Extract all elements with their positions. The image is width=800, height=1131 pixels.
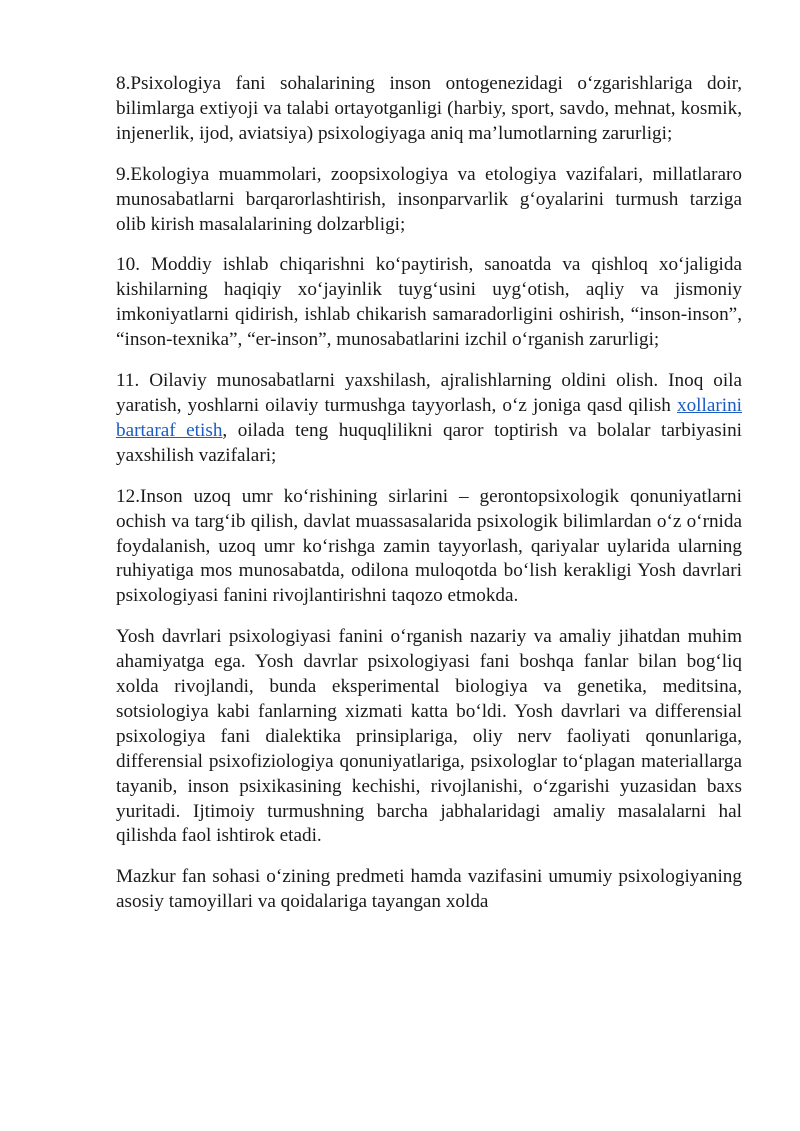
paragraph-item-8: 8.Psixologiya fani sohalarining inson ontogenezidagi o‘zgarishlariga doir, bilimlarga extiyoji va talabi ortayotganligi (harbiy, sport, savdo, mehnat, kosmik, injenerlik, ijod, aviatsiya) psixologiyaga aniq ma’lumotlarning zarurligi; <box>116 73 742 144</box>
inline-link[interactable]: xollarini bartaraf etish <box>116 394 742 441</box>
paragraph-item-9: 9.Ekologiya muammolari, zoopsixologiya va etologiya vazifalari, millatlararo munosabatlarni barqarorlashtirish, insonparvarlik g‘oyalarini turmush tarziga olib kirish masalalarining dolzarbligi; <box>116 163 742 235</box>
paragraph-item-11-text-after: , oilada teng huquqlilikni qaror toptirish va bolalar tarbiyasini yaxshilish vazifalari; <box>116 419 742 466</box>
paragraph-body-2: Mazkur fan sohasi o‘zining predmeti hamda vazifasini umumiy psixologiyaning asosiy tamoyillari va qoidalariga tayangan xolda <box>116 866 742 913</box>
paragraph-item-11 <box>116 369 742 469</box>
paragraph-item-11-text-before: 11. Oilaviy munosabatlarni yaxshilash, ajralishlarning oldini olish. Inoq oila yaratish, yoshlarni oilaviy turmushga tayyorlash, o‘z joniga qasd qilish <box>116 370 742 416</box>
paragraph-body-1: Yosh davrlari psixologiyasi fanini o‘rganish nazariy va amaliy jihatdan muhim ahamiyatga ega. Yosh davrlar psixologiyasi fani boshqa fanlar bilan bog‘liq xolda rivojlandi, bunda eksperimental biologiya va genetika, meditsina, sotsiologiya kabi fanlarning xizmati katta bo‘ldi. Yosh davrlari va differensial psixologiya fani dialektika prinsiplariga, oliy nerv faoliyati qonunlariga, differensial psixofiziologiya qonuniyatlariga, psixologlar to‘plagan materiallarga tayanib, inson psixikasining kechishi, rivojlanishi, o‘zgarishi yuzasidan baxs yuritadi. Ijtimoiy turmushning barcha jabhalaridagi amaliy masalalarni hal qilishda faol ishtirok etadi. <box>116 626 742 847</box>
paragraph-item-10: 10. Moddiy ishlab chiqarishni ko‘paytirish, sanoatda va qishloq xo‘jaligida kishilarning haqiqiy xo‘jayinlik tuyg‘usini uyg‘otish, aqliy va jismoniy imkoniyatlarni qidirish, ishlab chikarish samaradorligini oshirish, “inson-inson”, “inson-texnika”, “er-inson”, munosabatlarini izchil o‘rganish zarurligi; <box>116 254 742 351</box>
document-page <box>116 72 742 931</box>
paragraph-item-12: 12.Inson uzoq umr ko‘rishining sirlarini – gerontopsixologik qonuniyatlarni ochish va targ‘ib qilish, davlat muassasalarida psixologik bilimlardan o‘z o‘rnida foydalanish, uzoq umr ko‘rishga zamin tayyorlash, qariyalar uylarida ularning ruhiyatiga mos munosabatda, odilona muloqotda bo‘lish kerakligi Yosh davrlari psixologiyasi fanini rivojlantirishni taqozo etmokda. <box>116 485 742 607</box>
